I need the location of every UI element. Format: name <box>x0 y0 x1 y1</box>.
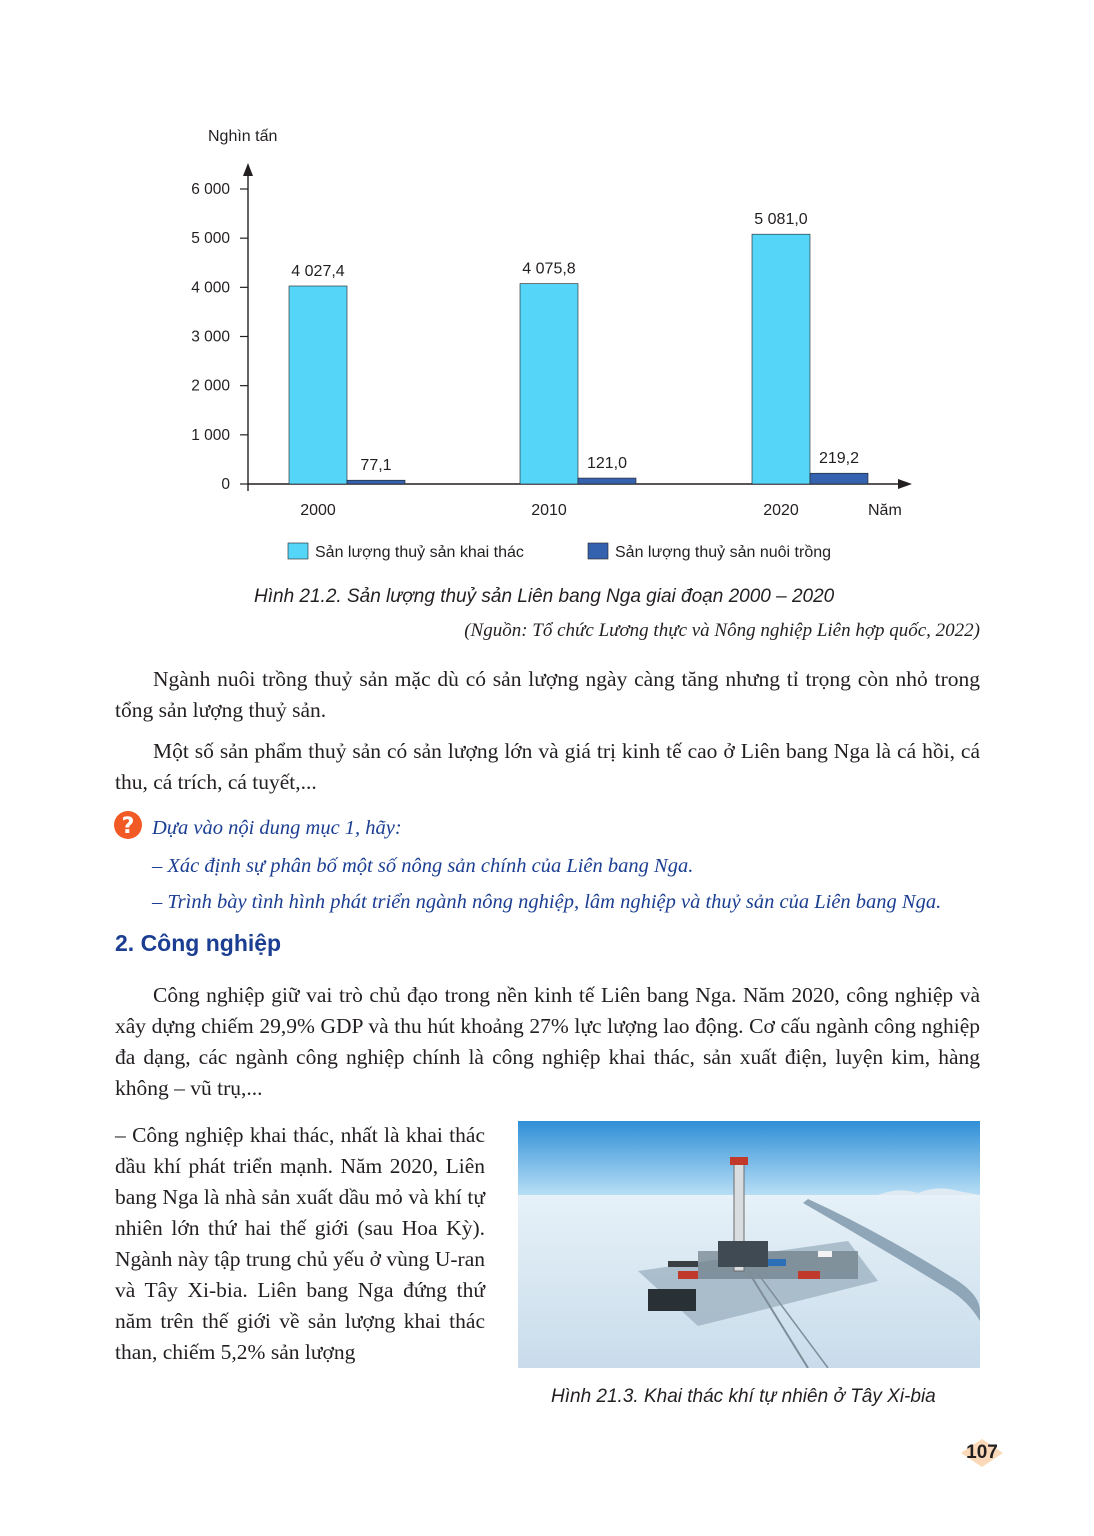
figure-21-2-caption: Hình 21.2. Sản lượng thuỷ sản Liên bang Nga giai đoạn 2000 – 2020 <box>254 586 835 607</box>
gas-extraction-photo <box>518 1121 980 1368</box>
x-axis-categories <box>300 502 799 519</box>
y-tick-label: 3 000 <box>191 328 230 346</box>
x-axis-unit-label: Năm <box>868 502 902 519</box>
y-tick-label: 0 <box>221 476 230 493</box>
y-axis-arrow <box>243 163 253 176</box>
y-tick-label: 5 000 <box>191 230 230 248</box>
paragraph-industry-intro: Công nghiệp giữ vai trò chủ đạo trong nền kinh tế Liên bang Nga. Năm 2020, công nghiệp và xây dựng chiếm 29,9% GDP và thu hút khoảng 27% lực lượng lao động. Cơ cấu ngành công nghiệp đa dạng, các ngành công nghiệp chính là công nghiệp khai thác, sản xuất điện, luyện kim, hàng không – vũ trụ,... <box>115 983 980 1100</box>
fisheries-bar-chart <box>170 115 930 575</box>
y-tick-label: 2 000 <box>191 377 230 395</box>
bar-nuoi_trong-2010 <box>578 478 636 484</box>
question-item-1: – Xác định sự phân bố một số nông sản chính của Liên bang Nga. <box>152 855 694 877</box>
x-axis-arrow <box>898 479 912 489</box>
legend-label-nuoi-trong: Sản lượng thuỷ sản nuôi trồng <box>615 544 832 561</box>
page-number: 107 <box>966 1442 998 1463</box>
paragraph-aquaculture: Ngành nuôi trồng thuỷ sản mặc dù có sản lượng ngày càng tăng nhưng tỉ trọng còn nhỏ trong tổng sản lượng thuỷ sản. <box>115 667 980 722</box>
question-icon <box>113 810 143 840</box>
value-label-nuoi_trong-2000: 77,1 <box>360 457 392 475</box>
question-intro: Dựa vào nội dung mục 1, hãy: <box>152 817 402 839</box>
y-tick-label: 6 000 <box>191 181 230 198</box>
legend-swatch-nuoi-trong <box>588 543 608 559</box>
value-label-khai_thac-2000: 4 027,4 <box>291 262 345 280</box>
y-tick-label: 1 000 <box>191 426 230 444</box>
bar-nuoi_trong-2000 <box>347 480 405 484</box>
x-category-label: 2000 <box>300 502 336 519</box>
bar-khai_thac-2010 <box>520 284 578 484</box>
svg-text:?: ? <box>121 814 135 839</box>
legend-label-khai-thac: Sản lượng thuỷ sản khai thác <box>315 544 524 561</box>
value-label-khai_thac-2010: 4 075,8 <box>522 260 576 278</box>
value-label-nuoi_trong-2010: 121,0 <box>586 455 628 473</box>
figure-21-2-source: (Nguồn: Tổ chức Lương thực và Nông nghiệp Liên hợp quốc, 2022) <box>464 620 980 641</box>
value-label-khai_thac-2020: 5 081,0 <box>754 211 808 229</box>
section-heading: 2. Công nghiệp <box>115 930 282 956</box>
bar-khai_thac-2020 <box>752 234 810 484</box>
legend-swatch-khai-thac <box>288 543 308 559</box>
bar-khai_thac-2000 <box>289 286 347 484</box>
y-tick-label: 4 000 <box>191 279 230 297</box>
bar-nuoi_trong-2020 <box>810 473 868 484</box>
question-item-2: – Trình bày tình hình phát triển ngành nông nghiệp, lâm nghiệp và thuỷ sản của Liên bang Nga. <box>152 891 942 913</box>
bars-group <box>289 234 868 484</box>
x-category-label: 2010 <box>531 502 567 519</box>
figure-21-3-caption: Hình 21.3. Khai thác khí tự nhiên ở Tây Xi-bia <box>551 1386 936 1407</box>
paragraph-mining: – Công nghiệp khai thác, nhất là khai thác dầu khí phát triển mạnh. Năm 2020, Liên bang Nga là nhà sản xuất dầu mỏ và khí tự nhiên lớn thứ hai thế giới (sau Hoa Kỳ). Ngành này tập trung chủ yếu ở vùng U-ran và Tây Xi-bia. Liên bang Nga đứng thứ năm trên thế giới về sản lượng khai thác than, chiếm 5,2% sản lượng <box>115 1123 485 1364</box>
paragraph-products: Một số sản phẩm thuỷ sản có sản lượng lớn và giá trị kinh tế cao ở Liên bang Nga là cá hồi, cá thu, cá trích, cá tuyết,... <box>115 739 980 794</box>
y-axis-ticks <box>191 181 248 493</box>
y-axis-unit-label: Nghìn tấn <box>208 128 278 145</box>
value-label-nuoi_trong-2020: 219,2 <box>818 450 860 468</box>
x-category-label: 2020 <box>763 502 799 519</box>
